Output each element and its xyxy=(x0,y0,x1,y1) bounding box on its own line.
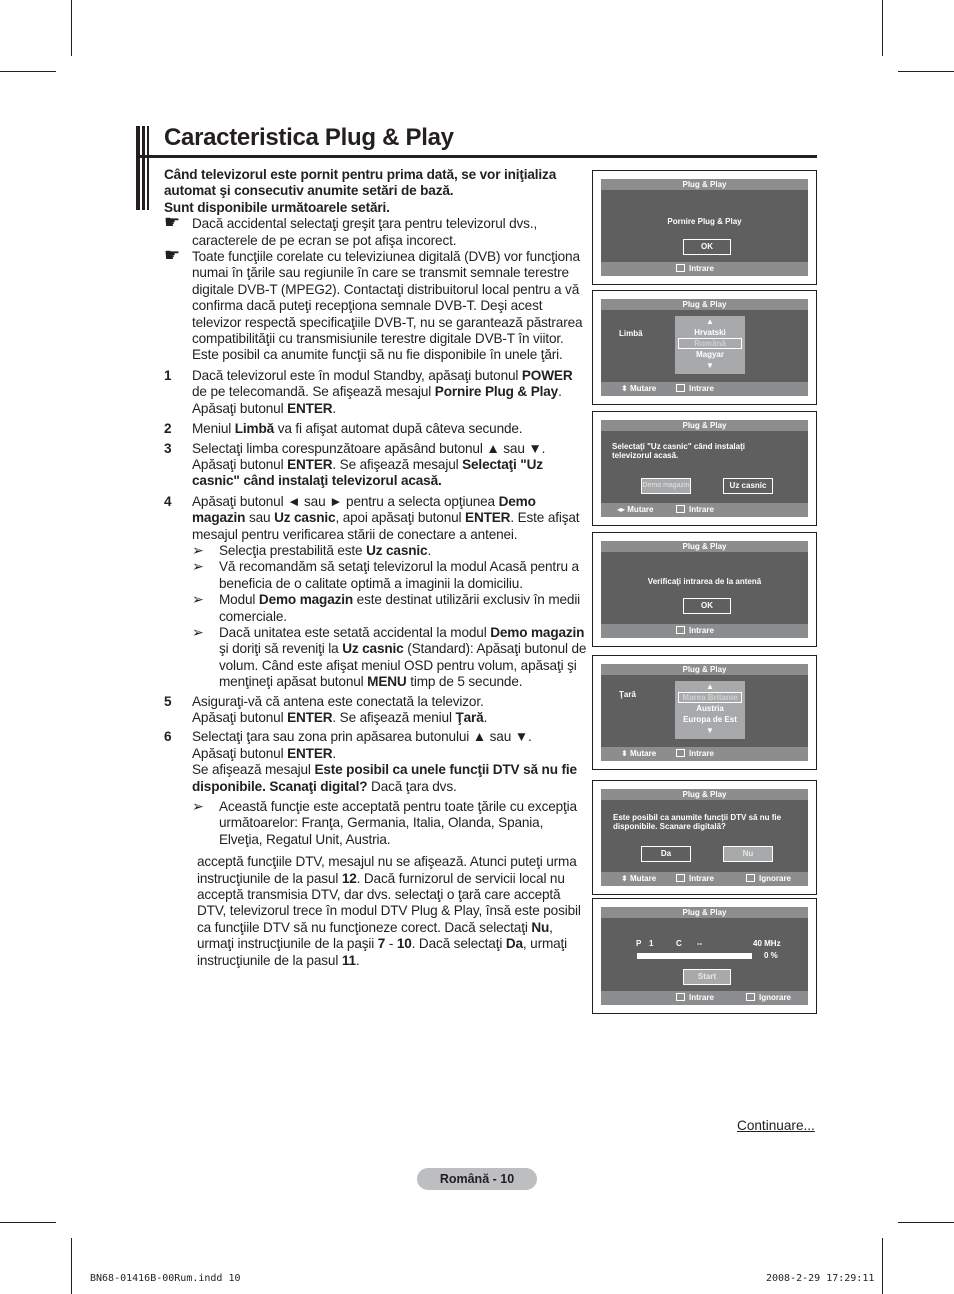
crop-mark xyxy=(71,1238,72,1294)
arrow-tip-icon: ➢ xyxy=(192,798,204,815)
continued-paragraph: acceptă funcţiile DTV, mesajul nu se afişează. Atunci puteţi urma instrucţiunile de la pasul 12. Dacă furnizorul de servicii local nu acceptă transmisia DTV, dar dvs. selectaţi o ţară care acceptă DTV, televizorul trece în modul DTV Plug & Play, însă este posibil ca funcţiile DTV să nu funcţioneze corect. Dacă selectaţi Nu, urmaţi instrucţiunile de la paşii 7 - 10. Dacă selectaţi Da, urmaţi instrucţiunile de la pasul 11. xyxy=(197,854,581,968)
osd-header: Plug & Play xyxy=(601,907,808,918)
osd-footer: Intrare xyxy=(601,262,808,276)
osd-header: Plug & Play xyxy=(601,541,808,552)
osd-screen-scan-progress: Plug & Play P 1 C -- 40 MHz 0 % Start Intrare Ignorare xyxy=(592,898,817,1014)
title-decoration xyxy=(136,126,152,210)
osd-screen-mode: Plug & Play Selectaţi "Uz casnic" când instalaţi televizorul acasă. Demo magazin Uz casnic ◂▸ Mutare Intrare xyxy=(592,411,817,526)
up-down-icon: ⬍ xyxy=(621,874,628,883)
osd-screen-country xyxy=(592,655,817,770)
step-1: 1 Dacă televizorul este în modul Standby, apăsaţi butonul POWER de pe telecomandă. Se afişează mesajul Pornire Plug & Play. Apăsaţi butonul ENTER. xyxy=(164,367,573,416)
list-item[interactable]: Magyar xyxy=(695,350,724,359)
country-list[interactable] xyxy=(675,681,745,739)
language-list[interactable] xyxy=(675,316,745,374)
step-2: 2 Meniul Limbă va fi afişat automat după câteva secunde. xyxy=(164,421,523,437)
ignore-icon xyxy=(746,993,755,1001)
crop-mark xyxy=(0,1222,56,1223)
pointing-hand-icon: ☛ xyxy=(164,212,180,233)
tip: ➢ Modul Demo magazin este destinat utilizării exclusiv în medii comerciale. xyxy=(192,591,581,624)
scan-progress-bar xyxy=(637,953,752,959)
arrow-tip-icon: ➢ xyxy=(192,541,204,558)
start-button[interactable]: Start xyxy=(683,969,731,985)
page-title: Caracteristica Plug & Play xyxy=(164,124,454,151)
enter-icon xyxy=(676,993,685,1001)
step-3: 3 Selectaţi limba corespunzătoare apăsând butonul ▲ sau ▼. Apăsaţi butonul ENTER. Se afişează mesajul Selectaţi "Uz casnic" când instalaţi televizorul acasă. xyxy=(164,440,546,489)
up-arrow-icon: ▲ xyxy=(706,317,714,326)
step-5: 5 Asiguraţi-vă că antena este conectată la televizor. Apăsaţi butonul ENTER. Se afişează meniul Ţară. xyxy=(164,693,488,725)
osd-header: Plug & Play xyxy=(601,789,808,800)
enter-icon xyxy=(676,874,685,882)
yes-button[interactable]: Da xyxy=(641,846,691,862)
crop-mark xyxy=(898,1222,954,1223)
osd-header: Plug & Play xyxy=(601,420,808,431)
up-down-icon: ⬍ xyxy=(621,749,628,758)
note: ☛ Dacă accidental selectaţi greşit ţara pentru televizorul dvs., caracterele de pe ecran se pot afişa incorect. xyxy=(164,212,538,248)
enter-icon xyxy=(676,505,685,513)
crop-mark xyxy=(898,71,954,72)
list-item-selected[interactable]: Română xyxy=(678,338,742,349)
arrow-tip-icon: ➢ xyxy=(192,558,204,575)
crop-mark xyxy=(71,0,72,56)
tip: ➢ Vă recomandăm să setaţi televizorul la modul Acasă pentru a beneficia de o calitate optimă a imaginii la domiciliu. xyxy=(192,558,579,591)
instructions-column xyxy=(164,167,589,969)
osd-screen-antenna: Plug & Play Verificaţi intrarea de la antenă OK Intrare xyxy=(592,532,817,647)
ok-button[interactable]: OK xyxy=(683,239,731,255)
osd-screen-start: Plug & Play Pornire Plug & Play OK Intrare xyxy=(592,170,817,285)
list-item-selected[interactable]: Marea Britanie xyxy=(678,692,742,703)
enter-icon xyxy=(676,384,685,392)
tip: ➢ Această funcţie este acceptată pentru toate ţările cu excepţia următoarelor: Franţa, Germania, Italia, Olanda, Spania, Elveţia, Regatul Unit, Austria. xyxy=(192,798,577,847)
enter-icon xyxy=(676,626,685,634)
intro: Când televizorul este pornit pentru prima dată, se vor iniţializa automat şi consecutiv anumite setări de bază. Sunt disponibile următoarele setări. xyxy=(164,167,557,215)
ok-button[interactable]: OK xyxy=(683,598,731,614)
osd-header: Plug & Play xyxy=(601,299,808,310)
tip: ➢ Dacă unitatea este setată accidental la modul Demo magazin şi doriţi să reveniţi la Uz casnic (Standard): Apăsaţi butonul de volum. Când este afişat meniul OSD pentru volum, apăsaţi şi menţineţi apăsat butonul MENU timp de 5 secunde. xyxy=(192,623,587,690)
osd-screen-digital-scan: Plug & Play Este posibil ca anumite funcţii DTV să nu fie disponibile. Scanare digitală? Da Nu ⬍ Mutare Intrare Ignorare xyxy=(592,780,817,895)
country-label: Ţară xyxy=(619,690,636,699)
down-arrow-icon: ▼ xyxy=(706,361,714,370)
left-right-icon: ◂▸ xyxy=(617,505,626,514)
file-slug: BN68-01416B-00Rum.indd 10 xyxy=(90,1273,241,1284)
arrow-tip-icon: ➢ xyxy=(192,623,204,640)
tip: ➢ Selecţia prestabilită este Uz casnic. xyxy=(192,541,432,558)
date-slug: 2008-2-29 17:29:11 xyxy=(766,1273,875,1284)
list-item[interactable]: Europa de Est xyxy=(683,715,737,724)
enter-icon xyxy=(676,264,685,272)
home-use-button[interactable]: Uz casnic xyxy=(723,478,773,494)
continue-link: Continuare... xyxy=(737,1118,815,1133)
osd-footer: Intrare xyxy=(601,624,808,638)
osd-footer: ⬍ Mutare Intrare xyxy=(601,747,808,761)
language-label: Limbă xyxy=(619,329,643,338)
list-item[interactable]: Austria xyxy=(696,704,724,713)
up-arrow-icon: ▲ xyxy=(706,682,714,691)
crop-mark xyxy=(882,0,883,56)
title-rule xyxy=(136,155,817,158)
osd-footer: Intrare Ignorare xyxy=(601,991,808,1005)
osd-footer: ⬍ Mutare Intrare xyxy=(601,382,808,396)
down-arrow-icon: ▼ xyxy=(706,726,714,735)
osd-screen-language xyxy=(592,290,817,405)
osd-header: Plug & Play xyxy=(601,664,808,675)
arrow-tip-icon: ➢ xyxy=(192,591,204,608)
up-down-icon: ⬍ xyxy=(621,384,628,393)
pointing-hand-icon: ☛ xyxy=(164,245,180,266)
crop-mark xyxy=(0,71,56,72)
demo-store-button[interactable]: Demo magazin xyxy=(641,478,691,494)
step-4: 4 Apăsaţi butonul ◄ sau ► pentru a selecta opţiunea Demo magazin sau Uz casnic, apoi apăsaţi butonul ENTER. Este afişat mesajul pentru verificarea stării de conectare a antenei. xyxy=(164,493,580,542)
crop-mark xyxy=(882,1238,883,1294)
note: ☛ Toate funcţiile corelate cu televiziunea digitală (DVB) vor funcţiona numai în ţările sau regiunile în care se transmit semnale terestre digitale DVB-T (MPEG2). Contactaţi distribuitorul local pentru a vă confirma dacă puteţi recepţiona semnale DVB-T. Deşi acest televizor respectă specificaţiile DVB-T, nu se garantează păstrarea compatibilităţii cu transmisiunile terestre digitale DVB-T în viitor. Este posibil ca anumite funcţii să nu fie disponibile în unele ţări. xyxy=(164,245,583,363)
step-6: 6 Selectaţi ţara sau zona prin apăsarea butonului ▲ sau ▼. Apăsaţi butonul ENTER. Se afişează mesajul Este posibil ca unele funcţii DTV să nu fie disponibile. Scanaţi digital? Dacă ţara dvs. xyxy=(164,729,577,794)
enter-icon xyxy=(676,749,685,757)
page-number: Română - 10 xyxy=(417,1168,537,1190)
ignore-icon xyxy=(746,874,755,882)
osd-footer: ◂▸ Mutare Intrare xyxy=(601,503,808,517)
osd-header: Plug & Play xyxy=(601,179,808,190)
no-button[interactable]: Nu xyxy=(723,846,773,862)
osd-footer: ⬍ Mutare Intrare Ignorare xyxy=(601,872,808,886)
list-item[interactable]: Hrvatski xyxy=(694,328,726,337)
